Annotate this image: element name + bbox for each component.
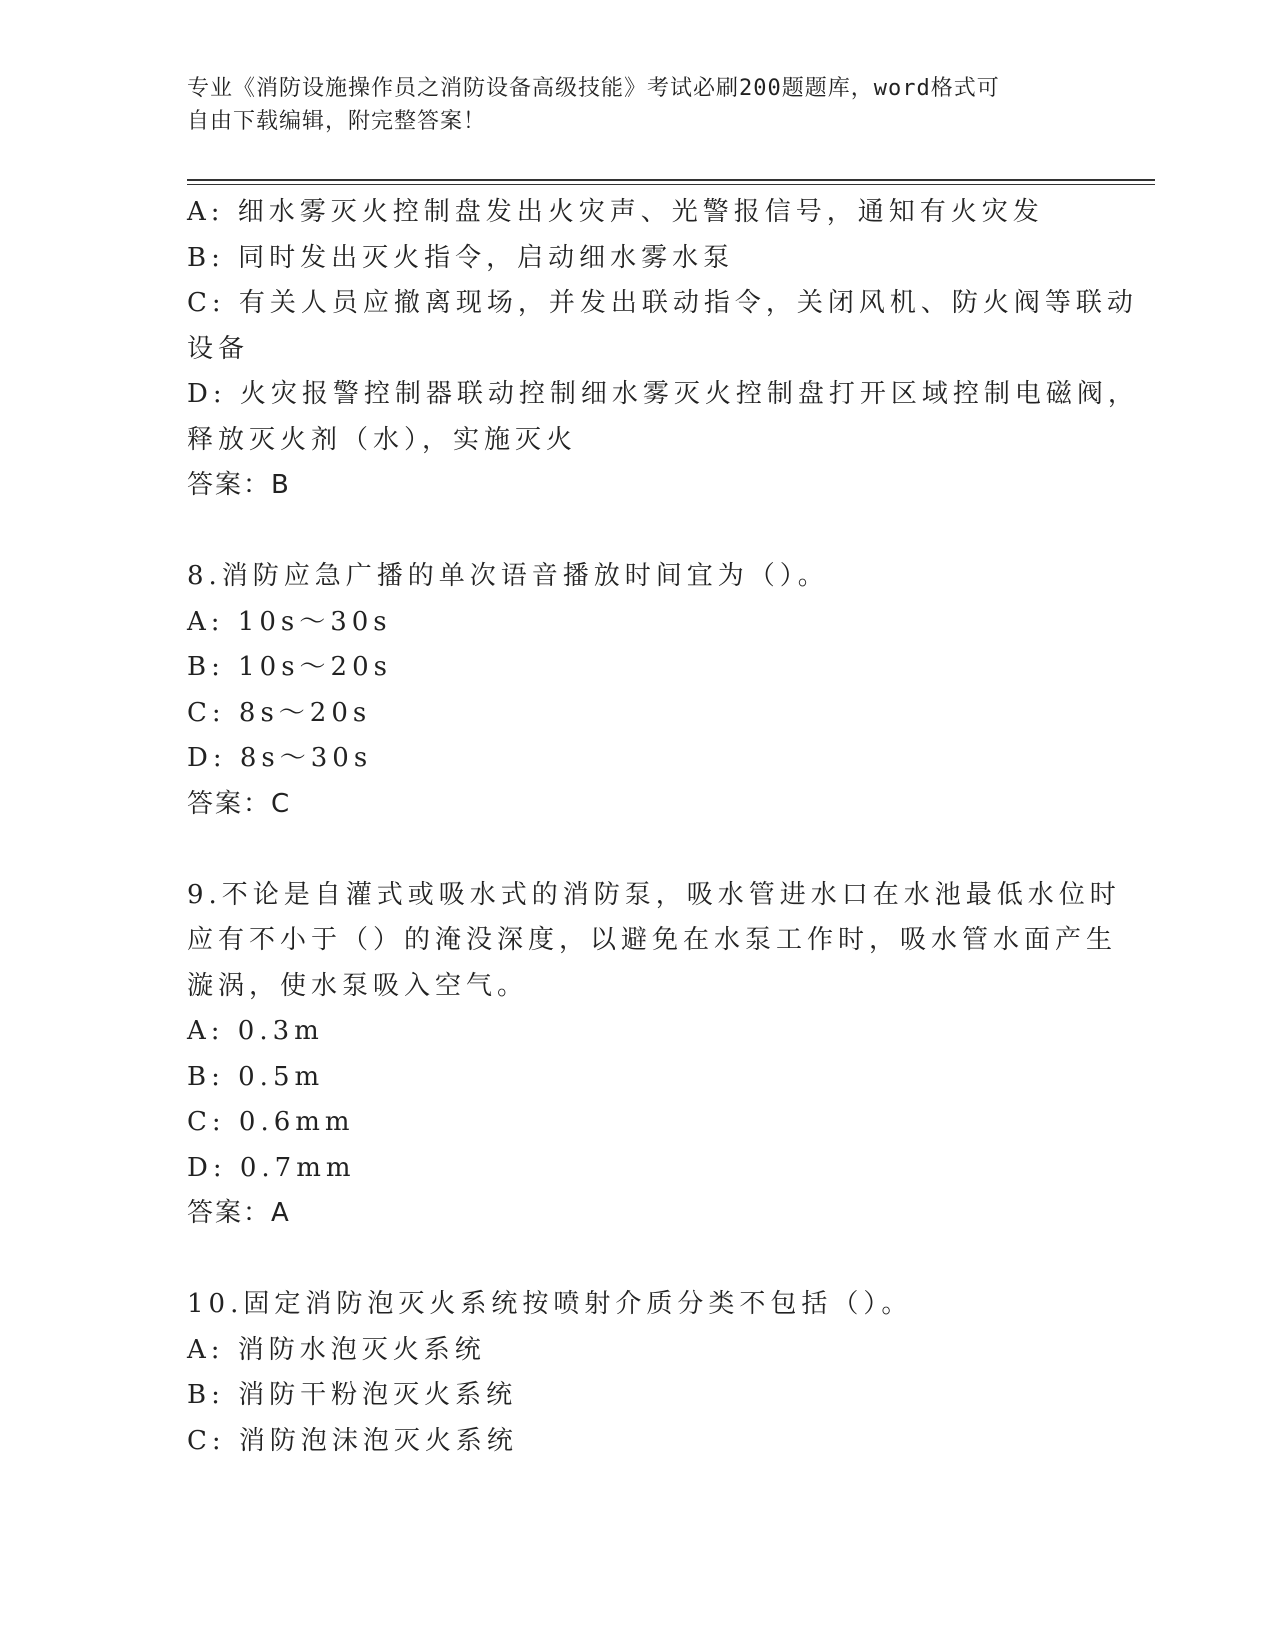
question-9-option-b: B: 0.5m [187,1061,325,1092]
question-10-block [187,1282,1087,1464]
header-line-1: 专业《消防设施操作员之消防设备高级技能》考试必刷200题题库，word格式可 [187,76,1000,101]
document-body [187,190,1139,1464]
question-8-option-b: B: 10s～20s [187,652,392,682]
question-7-option-a: A: 细水雾灭火控制盘发出火灾声、光警报信号，通知有火灾发 [187,197,1044,227]
header-line-2: 自由下载编辑，附完整答案！ [187,109,487,134]
header-rule-thick [187,179,1155,181]
document-header [187,72,1087,138]
question-8-option-c: C: 8s～20s [187,697,372,728]
question-7-option-c-line-2: 设备 [187,333,250,364]
question-9-option-d: D: 0.7mm [187,1152,356,1183]
question-7-block [187,190,1139,509]
question-9-stem-line-2: 应有不小于（）的淹没深度，以避免在水泵工作时，吸水管水面产生 [187,925,1118,955]
question-9-option-a: A: 0.3m [187,1016,324,1046]
spacer [187,509,1087,555]
question-10-option-a: A: 消防水泡灭火系统 [187,1334,486,1365]
spacer [187,827,1087,873]
question-8-stem: 8.消防应急广播的单次语音播放时间宜为（）。 [187,561,829,591]
question-9-block [187,873,1121,1237]
question-9-stem-line-3: 漩涡，使水泵吸入空气。 [187,970,529,1001]
question-9-option-c: C: 0.6mm [187,1107,355,1137]
question-10-option-c: C: 消防泡沫泡灭火系统 [187,1425,518,1456]
question-9-stem-line-1: 9.不论是自灌式或吸水式的消防泵，吸水管进水口在水池最低水位时 [187,879,1121,910]
question-7-answer: 答案：B [187,470,291,500]
spacer [187,1237,1087,1283]
question-8-option-d: D: 8s～30s [187,743,373,773]
question-8-block [187,554,1087,827]
question-10-stem: 10.固定消防泡灭火系统按喷射介质分类不包括（）。 [187,1289,913,1319]
question-8-option-a: A: 10s～30s [187,606,392,637]
question-7-option-b: B: 同时发出灭火指令，启动细水雾水泵 [187,242,735,273]
question-7-option-d-line-1: D: 火灾报警控制器联动控制细水雾灭火控制盘打开区域控制电磁阀， [187,379,1139,409]
question-7-option-d-line-2: 释放灭火剂（水），实施灭火 [187,424,578,455]
question-9-answer: 答案：A [187,1198,291,1228]
header-rule-thin [187,184,1155,185]
question-8-answer: 答案：C [187,788,292,819]
question-7-option-c-line-1: C: 有关人员应撤离现场，并发出联动指令，关闭风机、防火阀等联动 [187,288,1138,318]
question-10-option-b: B: 消防干粉泡灭火系统 [187,1380,518,1410]
